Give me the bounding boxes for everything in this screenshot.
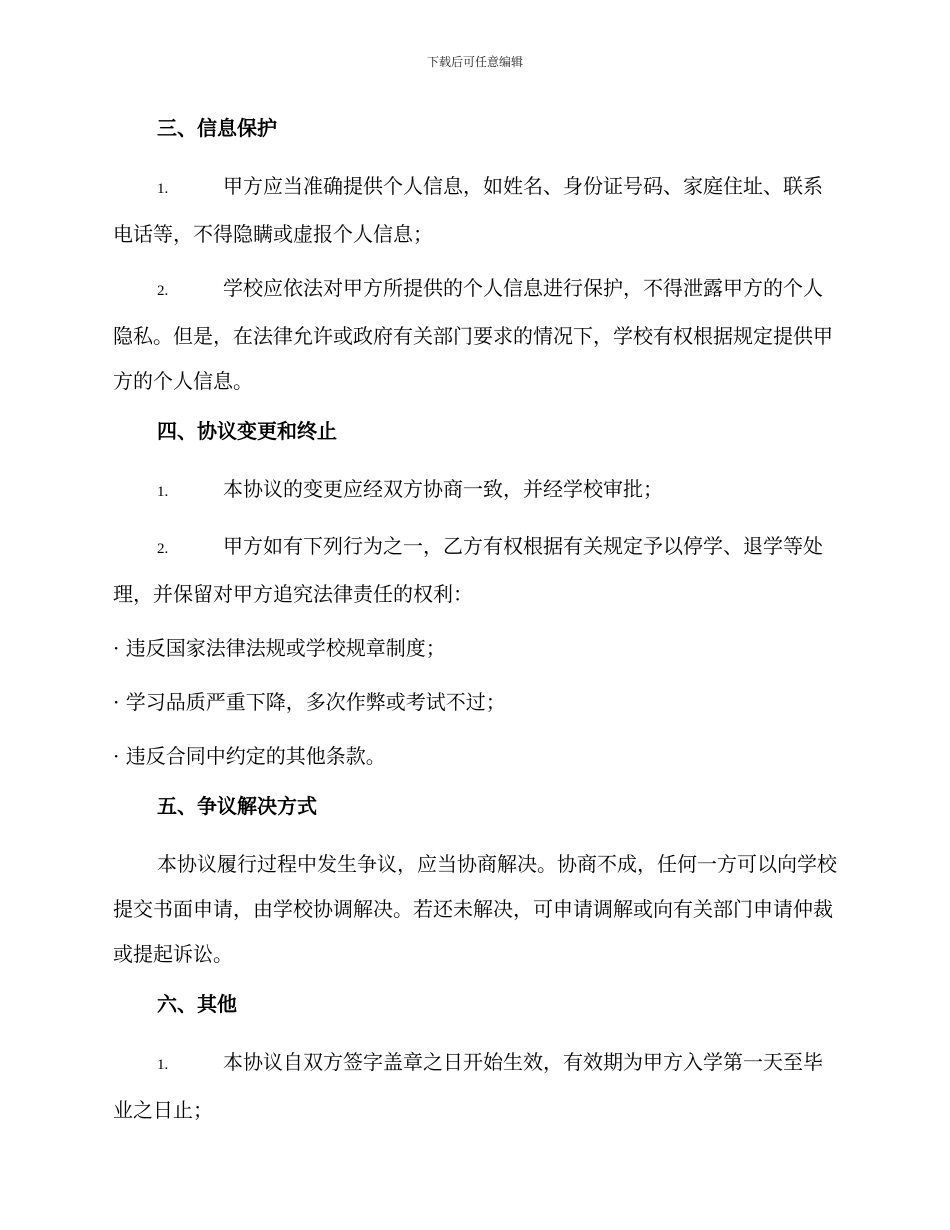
header-note: 下载后可任意编辑 bbox=[426, 55, 523, 69]
section-heading-info-protection: 三、信息保护 bbox=[157, 116, 277, 140]
numbered-paragraph bbox=[113, 1040, 837, 1133]
numbered-paragraph bbox=[113, 266, 837, 404]
bullet-item: · 违反合同中约定的其他条款。 bbox=[113, 744, 386, 768]
paragraph-text: 本协议的变更应经双方协商一致，并经学校审批； bbox=[223, 477, 663, 501]
section-heading-change-termination: 四、协议变更和终止 bbox=[157, 419, 337, 443]
numbered-paragraph bbox=[113, 164, 837, 257]
numbered-paragraph bbox=[113, 467, 837, 515]
paragraph-text: 本协议自双方签字盖章之日开始生效，有效期为甲方入学第一天至毕业之日止； bbox=[113, 1050, 823, 1122]
paragraph: 本协议履行过程中发生争议，应当协商解决。协商不成，任何一方可以向学校提交书面申请，由学校协调解决。若还未解决，可申请调解或向有关部门申请仲裁或提起诉讼。 bbox=[113, 852, 837, 966]
paragraph-text: 甲方如有下列行为之一，乙方有权根据有关规定予以停学、退学等处理，并保留对甲方追究法律责任的权利： bbox=[113, 534, 823, 606]
item-number: 1. bbox=[157, 1057, 169, 1073]
item-number: 2. bbox=[157, 283, 169, 299]
bullet-item: · 违反国家法律法规或学校规章制度； bbox=[113, 636, 446, 660]
item-number: 1. bbox=[157, 484, 169, 500]
document-body bbox=[113, 110, 837, 1142]
paragraph-text: 甲方应当准确提供个人信息，如姓名、身份证号码、家庭住址、联系电话等，不得隐瞒或虚报个人信息； bbox=[113, 174, 823, 246]
paragraph-text: 学校应依法对甲方所提供的个人信息进行保护，不得泄露甲方的个人隐私。但是，在法律允许或政府有关部门要求的情况下，学校有权根据规定提供甲方的个人信息。 bbox=[113, 276, 833, 393]
item-number: 1. bbox=[157, 181, 169, 197]
bullet-item: · 学习品质严重下降，多次作弊或考试不过； bbox=[113, 690, 506, 714]
numbered-paragraph bbox=[113, 524, 837, 617]
item-number: 2. bbox=[157, 541, 169, 557]
section-heading-dispute-resolution: 五、争议解决方式 bbox=[157, 794, 317, 818]
section-heading-other: 六、其他 bbox=[157, 992, 237, 1016]
